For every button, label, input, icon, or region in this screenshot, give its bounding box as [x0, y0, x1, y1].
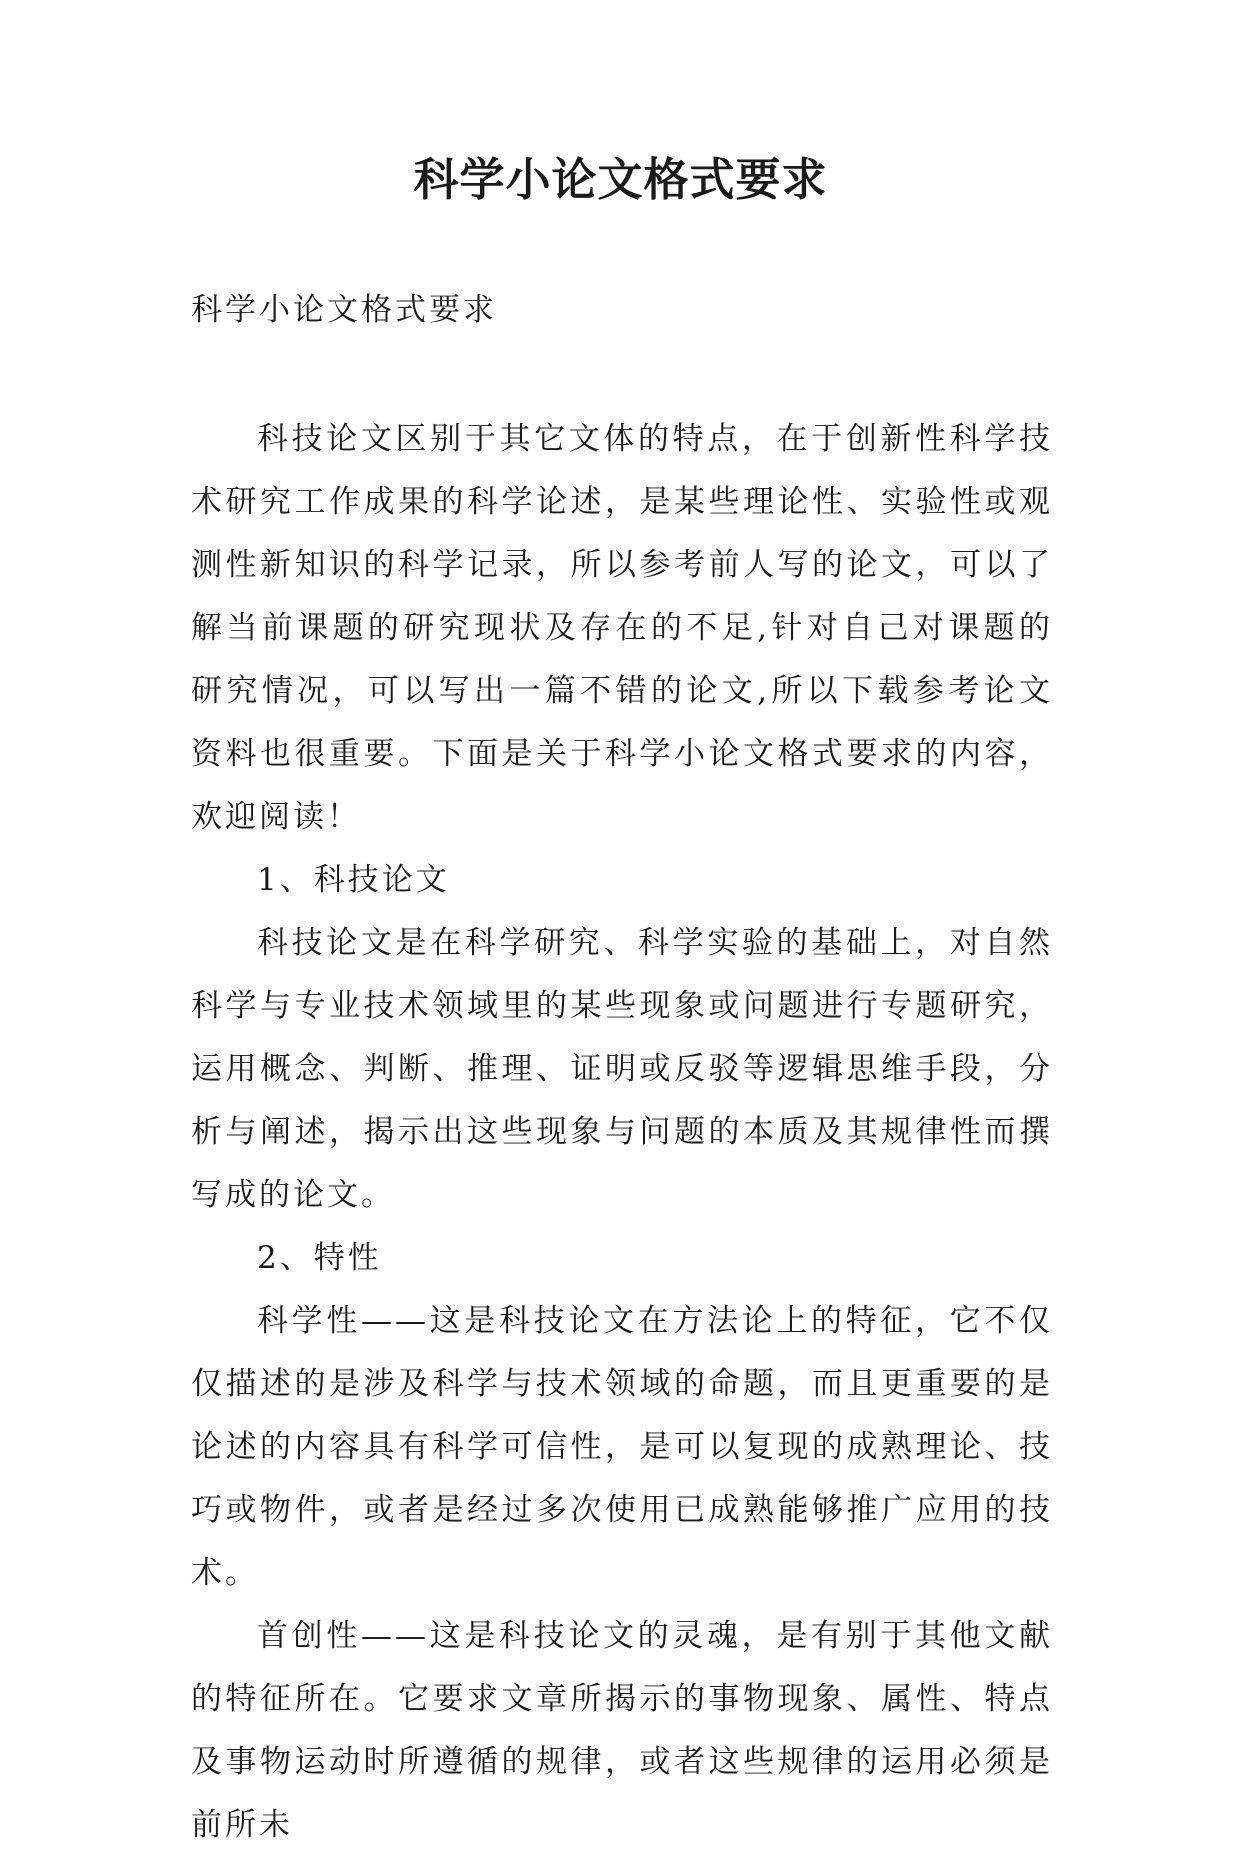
section-heading-2: 2、特性 [257, 1240, 382, 1276]
originality-paragraph: 首创性——这是科技论文的灵魂，是有别于其他文献的特征所在。它要求文章所揭示的事物现象、属性、特点及事物运动时所遵循的规律，或者这些规律的运用必须是前所未 [191, 1618, 1053, 1843]
document-title: 科学小论文格式要求 [413, 153, 828, 206]
section-heading-1: 1、科技论文 [257, 862, 450, 898]
definition-paragraph: 科技论文是在科学研究、科学实验的基础上，对自然科学与专业技术领域里的某些现象或问题进行专题研究，运用概念、判断、推理、证明或反驳等逻辑思维手段，分析与阐述，揭示出这些现象与问题的本质及其规律性而撰写成的论文。 [191, 925, 1053, 1213]
scientific-paragraph: 科学性——这是科技论文在方法论上的特征，它不仅仅描述的是涉及科学与技术领域的命题，而且更重要的是论述的内容具有科学可信性，是可以复现的成熟理论、技巧或物件，或者是经过多次使用已成熟能够推广应用的技术。 [191, 1303, 1053, 1591]
document-body [191, 408, 1053, 1857]
document-subtitle: 科学小论文格式要求 [191, 292, 497, 328]
intro-paragraph: 科技论文区别于其它文体的特点，在于创新性科学技术研究工作成果的科学论述，是某些理论性、实验性或观测性新知识的科学记录，所以参考前人写的论文，可以了解当前课题的研究现状及存在的不足,针对自己对课题的研究情况，可以写出一篇不错的论文,所以下载参考论文资料也很重要。下面是关于科学小论文格式要求的内容，欢迎阅读！ [191, 421, 1053, 835]
